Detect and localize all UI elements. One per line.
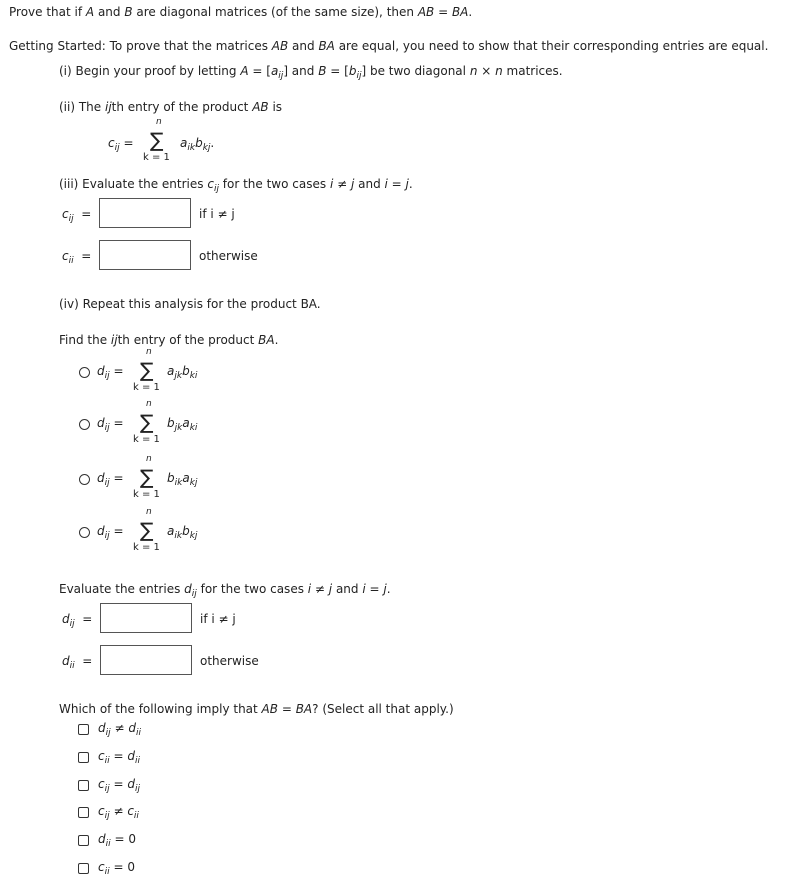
c-ij-condition: if i ≠ j bbox=[199, 207, 235, 221]
radio-lower: k = 1 bbox=[133, 434, 160, 445]
radio-button[interactable] bbox=[79, 367, 90, 378]
c-ij-input[interactable] bbox=[99, 198, 191, 228]
formula-ab-lower: k = 1 bbox=[143, 152, 170, 163]
checkbox[interactable] bbox=[78, 724, 89, 735]
find-text: Find the ijth entry of the product BA. bbox=[59, 333, 279, 347]
radio-terms: $b_{jk}a_{ki}$ bbox=[167, 416, 198, 433]
radio-button[interactable] bbox=[79, 527, 90, 538]
radio-lower: k = 1 bbox=[133, 382, 160, 393]
step-4-text: (iv) Repeat this analysis for the product BA. bbox=[59, 297, 321, 311]
radio-lhs: $d_{ij}$ = bbox=[97, 524, 124, 541]
problem-statement: Prove that if A and B are diagonal matrices (of the same size), then AB = BA. bbox=[9, 5, 473, 19]
d-ii-input[interactable] bbox=[100, 645, 192, 675]
formula-ab-terms: $a_{ik}b_{kj}$. bbox=[180, 136, 215, 153]
d-ij-label: $d_{ij}$ = bbox=[62, 612, 93, 629]
sigma-icon: ∑ bbox=[140, 518, 154, 542]
radio-lhs: $d_{ij}$ = bbox=[97, 471, 124, 488]
c-ii-condition: otherwise bbox=[199, 249, 258, 263]
checkbox-label: $c_{ii} = 0$ bbox=[98, 860, 135, 877]
step-1-text: (i) Begin your proof by letting $A = [a_{ij}]$ and $B = [b_{ij}]$ be two diagonal n × n matrices. bbox=[59, 64, 563, 81]
radio-button[interactable] bbox=[79, 474, 90, 485]
checkbox-label: $c_{ii} = d_{ii}$ bbox=[98, 749, 140, 766]
d-ij-condition: if i ≠ j bbox=[200, 612, 236, 626]
checkbox-label: $d_{ij} \ne d_{ii}$ bbox=[98, 721, 141, 738]
formula-ab-lhs: $c_{ij}$ = bbox=[108, 136, 134, 153]
step-3-text: (iii) Evaluate the entries $c_{ij}$ for the two cases i ≠ j and i = j. bbox=[59, 177, 413, 194]
step-2-text: (ii) The ijth entry of the product AB is bbox=[59, 100, 283, 114]
getting-started-text: Getting Started: To prove that the matrices AB and BA are equal, you need to show that their corresponding entries are equal. bbox=[9, 39, 769, 53]
sigma-icon: ∑ bbox=[140, 410, 154, 434]
checkbox-label: $c_{ij} = d_{ij}$ bbox=[98, 777, 140, 794]
radio-terms: $a_{ik}b_{kj}$ bbox=[167, 524, 198, 541]
checkbox-label: $c_{ij} \ne c_{ii}$ bbox=[98, 804, 139, 821]
sigma-icon: ∑ bbox=[140, 465, 154, 489]
which-text: Which of the following imply that AB = BA? (Select all that apply.) bbox=[59, 702, 454, 716]
sigma-icon: ∑ bbox=[140, 358, 154, 382]
c-ii-label: $c_{ii}$ = bbox=[62, 249, 92, 266]
radio-lower: k = 1 bbox=[133, 489, 160, 500]
c-ii-input[interactable] bbox=[99, 240, 191, 270]
radio-upper: n bbox=[146, 399, 152, 409]
radio-terms: $b_{ik}a_{kj}$ bbox=[167, 471, 198, 488]
formula-ab-upper: n bbox=[156, 117, 162, 127]
checkbox[interactable] bbox=[78, 807, 89, 818]
checkbox[interactable] bbox=[78, 863, 89, 874]
radio-terms: $a_{jk}b_{ki}$ bbox=[167, 364, 198, 381]
radio-upper: n bbox=[146, 347, 152, 357]
radio-button[interactable] bbox=[79, 419, 90, 430]
d-ii-label: $d_{ii}$ = bbox=[62, 654, 93, 671]
d-ii-condition: otherwise bbox=[200, 654, 259, 668]
sigma-icon: ∑ bbox=[150, 128, 164, 152]
c-ij-label: $c_{ij}$ = bbox=[62, 207, 92, 224]
d-ij-input[interactable] bbox=[100, 603, 192, 633]
radio-upper: n bbox=[146, 507, 152, 517]
radio-lower: k = 1 bbox=[133, 542, 160, 553]
radio-upper: n bbox=[146, 454, 152, 464]
checkbox[interactable] bbox=[78, 780, 89, 791]
radio-lhs: $d_{ij}$ = bbox=[97, 364, 124, 381]
checkbox[interactable] bbox=[78, 752, 89, 763]
checkbox-label: $d_{ii} = 0$ bbox=[98, 832, 136, 849]
checkbox[interactable] bbox=[78, 835, 89, 846]
evaluate-text: Evaluate the entries $d_{ij}$ for the two cases i ≠ j and i = j. bbox=[59, 582, 391, 599]
radio-lhs: $d_{ij}$ = bbox=[97, 416, 124, 433]
